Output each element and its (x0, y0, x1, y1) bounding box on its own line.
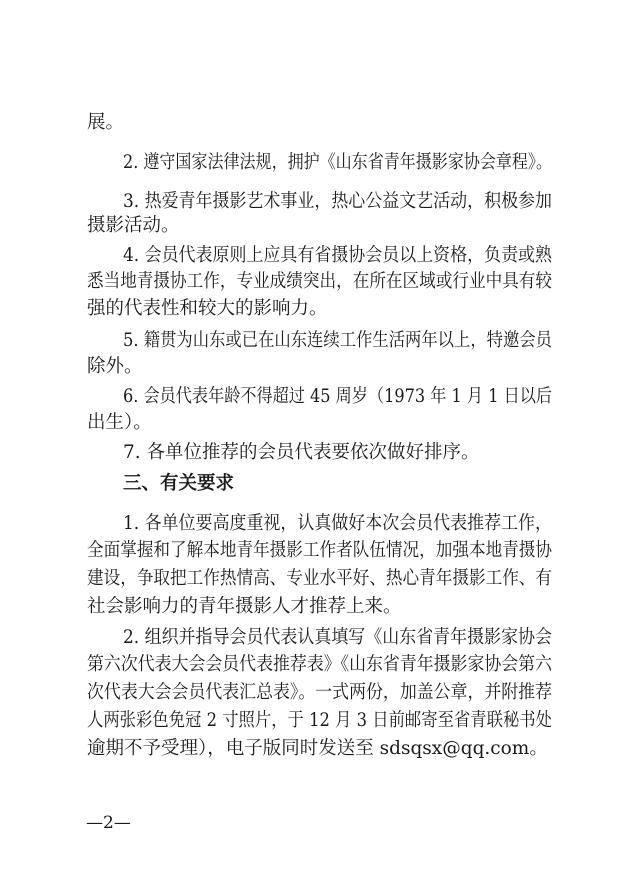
paragraph-line: 6. 会员代表年龄不得超过 45 周岁（1973 年 1 月 1 日以后 (123, 386, 553, 407)
paragraph-line: 4. 会员代表原则上应具有省摄协会员以上资格，负责或熟 (123, 245, 553, 266)
paragraph-line: 人两张彩色免冠 2 寸照片，于 12 月 3 日前邮寄至省青联秘书处 (87, 710, 552, 731)
paragraph-line: 2. 组织并指导会员代表认真填写《山东省青年摄影家协会 (123, 627, 553, 648)
paragraph-line: 次代表大会会员代表汇总表》。一式两份，加盖公章，并附推荐 (87, 682, 553, 703)
paragraph-line: 2. 遵守国家法律法规，拥护《山东省青年摄影家协会章程》。 (123, 152, 552, 173)
paragraph-line: 摄影活动。 (87, 215, 180, 236)
paragraph-line: 除外。 (87, 356, 143, 377)
paragraph-line: 逾期不予受理），电子版同时发送至 sdsqsx@qq.com。 (87, 738, 548, 759)
paragraph-line: 出生）。 (87, 412, 152, 433)
section-heading: 三、有关要求 (123, 473, 235, 494)
paragraph-line: 建设，争取把工作热情高、专业水平好、热心青年摄影工作、有 (87, 568, 553, 589)
paragraph-line: 全面掌握和了解本地青年摄影工作者队伍情况，加强本地青摄协 (87, 540, 553, 561)
paragraph-line: 3. 热爱青年摄影艺术事业，热心公益文艺活动，积极参加 (123, 191, 553, 212)
page-number: —2— (86, 813, 131, 833)
paragraph-line: 社会影响力的青年摄影人才推荐上来。 (87, 596, 402, 617)
paragraph-line: 强的代表性和较大的影响力。 (87, 298, 328, 319)
paragraph-line: 第六次代表大会会员代表推荐表》《山东省青年摄影家协会第六 (87, 654, 553, 675)
paragraph-line: 悉当地青摄协工作，专业成绩突出，在所在区域或行业中具有较 (87, 271, 553, 292)
paragraph-line: 展。 (87, 112, 125, 133)
paragraph-line: 1. 各单位要高度重视，认真做好本次会员代表推荐工作， (123, 513, 553, 534)
paragraph-line: 5. 籍贯为山东或已在山东连续工作生活两年以上，特邀会员 (123, 330, 552, 351)
paragraph-line: 7. 各单位推荐的会员代表要依次做好排序。 (123, 442, 480, 463)
